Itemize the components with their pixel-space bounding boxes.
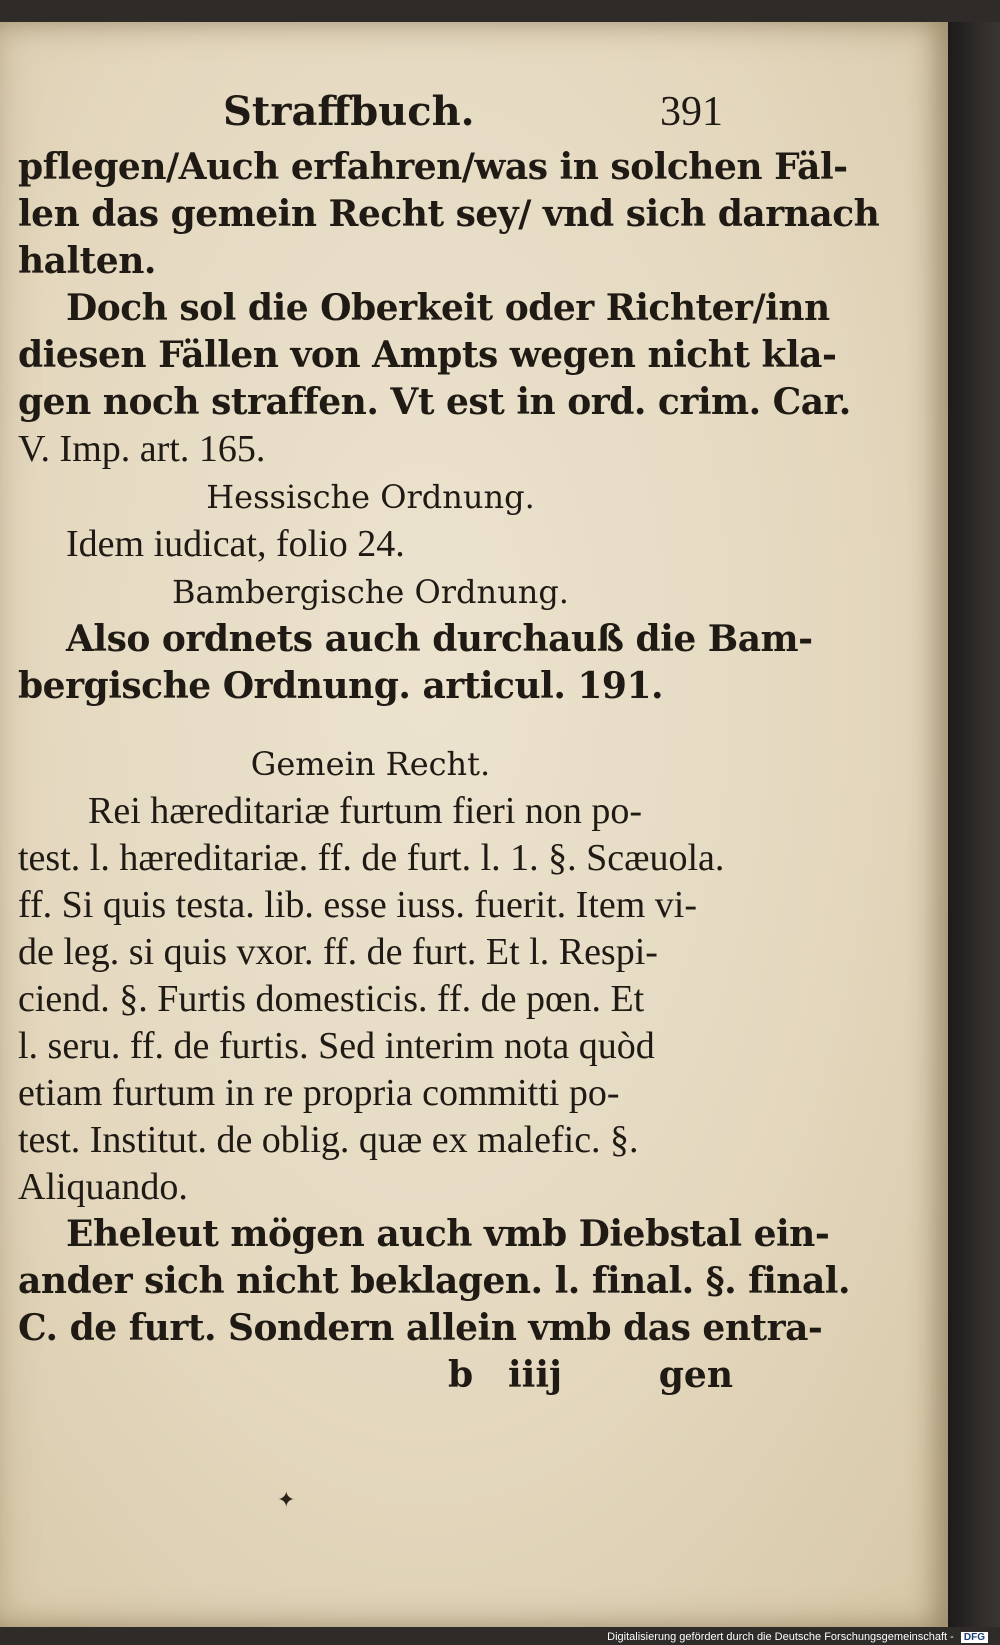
page-text <box>18 88 880 1404</box>
section-heading: Gemein Recht. <box>250 745 491 783</box>
text-line: diesen Fällen von Ampts wegen nicht kla‑ <box>18 334 837 376</box>
text-line: Eheleut mögen auch vmb Diebstal ein‑ <box>66 1213 830 1255</box>
text-line: len das gemein Recht sey/ vnd sich darnach <box>18 193 880 235</box>
text-line: ander sich nicht beklagen. l. final. §. final. <box>18 1260 850 1302</box>
text-line: V. Imp. art. 165. <box>18 428 266 470</box>
ornament-mark: ✦ <box>277 1488 296 1513</box>
text-line: gen noch straffen. Vt est in ord. crim. Car. <box>18 381 851 423</box>
signature-folio: iiij <box>508 1354 563 1396</box>
text-line: Doch sol die Oberkeit oder Richter/inn <box>66 287 830 329</box>
text-line: Also ordnets auch durchauß die Bam‑ <box>66 618 813 660</box>
section-heading: Bambergische Ordnung. <box>172 573 569 611</box>
text-line: Rei hæreditariæ furtum fieri non po‑ <box>88 790 643 832</box>
dfg-logo: DFG <box>961 1632 988 1643</box>
text-line: pflegen/Auch erfahren/was in solchen Fäl‑ <box>18 146 848 188</box>
credit-text: Digitalisierung gefördert durch die Deutsche Forschungsgemeinschaft - <box>607 1631 954 1643</box>
text-line: halten. <box>18 240 156 282</box>
page-number: 391 <box>660 89 723 135</box>
text-line: test. Institut. de oblig. quæ ex malefic. §. <box>18 1119 639 1161</box>
text-line: etiam furtum in re propria committi po‑ <box>18 1072 620 1114</box>
text-line: Aliquando. <box>18 1166 188 1208</box>
text-line: test. l. hæreditariæ. ff. de furt. l. 1. §. Scæuola. <box>18 837 725 879</box>
page-header <box>18 88 723 144</box>
text-line: ff. Si quis testa. lib. esse iuss. fuerit. Item vi‑ <box>18 884 697 926</box>
section-heading: Hessische Ordnung. <box>206 478 535 516</box>
digitization-credit <box>607 1631 988 1643</box>
text-line: C. de furt. Sondern allein vmb das entra‑ <box>18 1307 823 1349</box>
text-line: l. seru. ff. de furtis. Sed interim nota quòd <box>18 1025 655 1067</box>
running-title: Straffbuch. <box>223 88 475 135</box>
body-lines <box>18 144 880 1352</box>
text-line: ciend. §. Furtis domesticis. ff. de pœn. Et <box>18 978 645 1020</box>
book-spine <box>948 22 1000 1627</box>
text-line: de leg. si quis vxor. ff. de furt. Et l. Respi‑ <box>18 931 658 973</box>
section-gap <box>18 710 723 740</box>
catchword: gen <box>658 1354 733 1396</box>
signature-mark: b <box>448 1354 474 1396</box>
text-line: Idem iudicat, folio 24. <box>66 523 405 565</box>
text-line: bergische Ordnung. articul. 191. <box>18 665 664 707</box>
page-footer <box>18 1354 733 1404</box>
